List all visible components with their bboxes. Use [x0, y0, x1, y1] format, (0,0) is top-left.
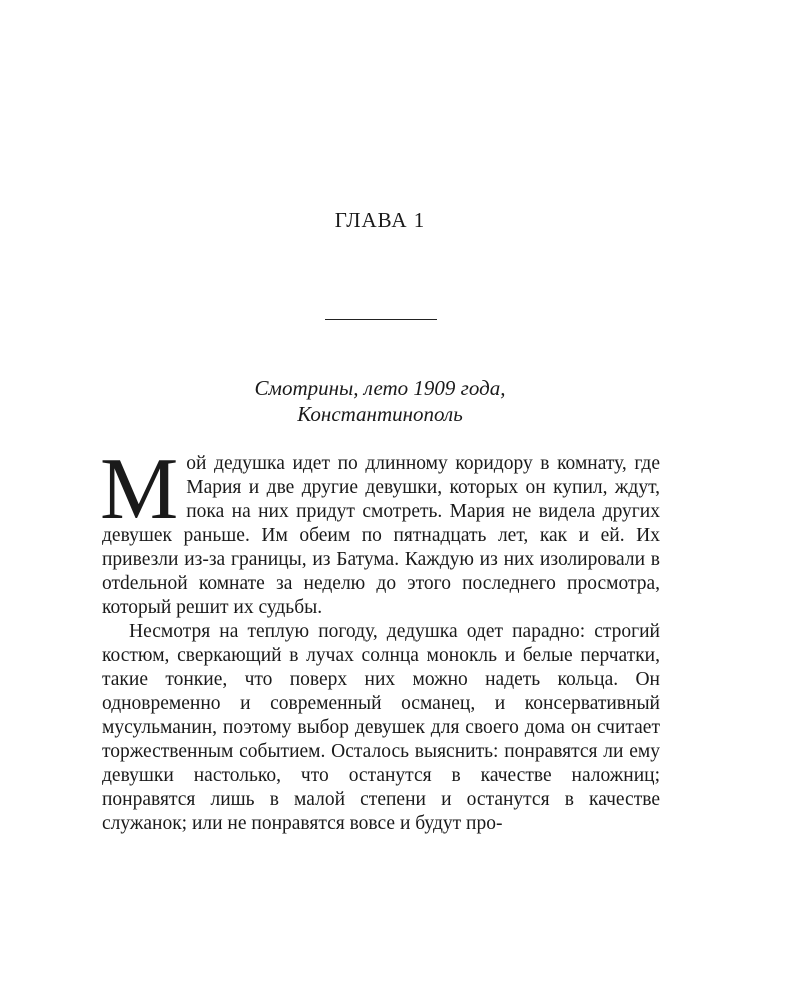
subtitle-line-1: Смотрины, лето 1909 года, [254, 376, 506, 400]
chapter-title: ГЛАВА 1 [334, 208, 426, 232]
paragraph-1-text: ой дедушка идет по длинному коридору в комнату, где Мария и две другие девушки, которых он купил, ждут, пока на них придут смотреть. Мария не видела других девушек раньше. Им обеим по пятнадцать лет, как и ей. Их привезли из-за границы, из Батума. Каждую из них изолировали в отdельной комнате за неделю до этого последнего просмотра, который решит их судьбы. [102, 453, 660, 618]
paragraph-1 [100, 441, 660, 620]
chapter-subtitle [0, 375, 760, 427]
paragraph-2: Несмотря на теплую погоду, дедушка одет парадно: строгий костюм, сверкающий в лучах солнца монокль и белые перчатки, такие тонкие, что поверх них можно надеть кольца. Он одновременно и современный османец, и консервативный мусульманин, поэтому выбор девушек для своего дома он считает торжественным событием. Осталось выяснить: понравятся ли ему девушки настолько, что останутся в качестве наложниц; понравятся лишь в малой степени и останутся в качестве служанок; или не понравятся вовсе и будут про- [102, 621, 660, 834]
body-text [100, 441, 660, 836]
drop-cap: М [100, 441, 179, 538]
title-divider [325, 319, 437, 320]
subtitle-line-2: Константинополь [297, 402, 463, 426]
